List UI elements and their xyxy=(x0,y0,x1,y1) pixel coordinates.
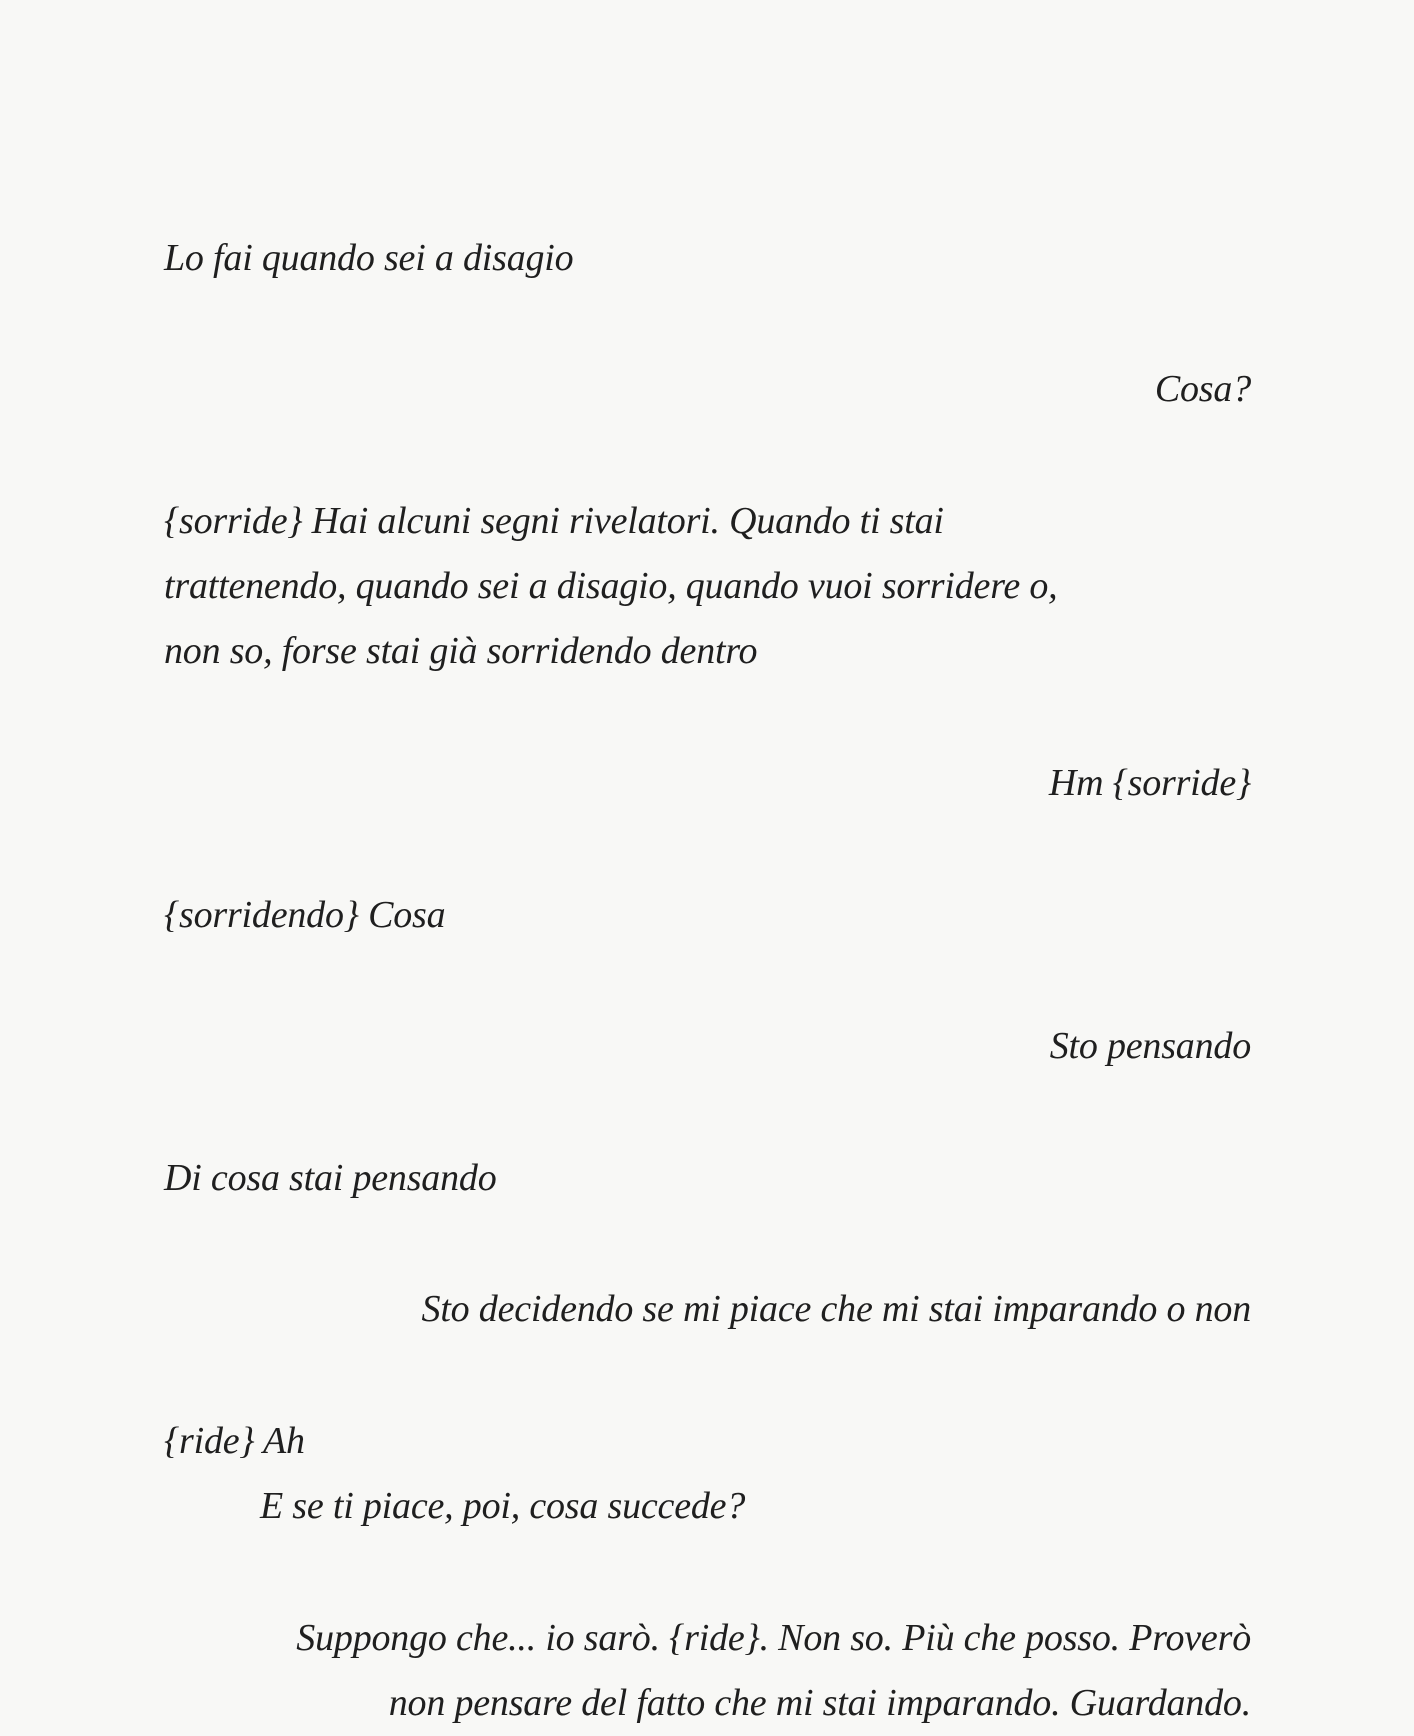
dialogue-line-right: Suppongo che... io sarò. {ride}. Non so. Più che posso. Proverò xyxy=(296,1617,1251,1659)
dialogue-line-left: Lo fai quando sei a disagio xyxy=(164,237,574,279)
dialogue-line-left: {ride} Ah xyxy=(164,1420,305,1462)
dialogue-line-left: Di cosa stai pensando xyxy=(164,1157,497,1199)
dialogue-line-left: non so, forse stai già sorridendo dentro xyxy=(164,630,758,672)
dialogue-line-right: Sto decidendo se mi piace che mi stai imparando o non xyxy=(421,1288,1251,1330)
dialogue-line-right: non pensare del fatto che mi stai imparando. Guardando. xyxy=(388,1682,1251,1724)
dialogue-line-right: Cosa? xyxy=(1154,368,1251,410)
dialogue-line-right: Sto pensando xyxy=(1049,1025,1251,1067)
dialogue-line-left: {sorridendo} Cosa xyxy=(164,894,446,936)
dialogue-line-right: Hm {sorride} xyxy=(1048,762,1251,804)
dialogue-line-left: trattenendo, quando sei a disagio, quando vuoi sorridere o, xyxy=(164,565,1058,607)
dialogue-line-indented: E se ti piace, poi, cosa succede? xyxy=(260,1485,746,1527)
dialogue-line-left: {sorride} Hai alcuni segni rivelatori. Quando ti stai xyxy=(164,500,944,542)
